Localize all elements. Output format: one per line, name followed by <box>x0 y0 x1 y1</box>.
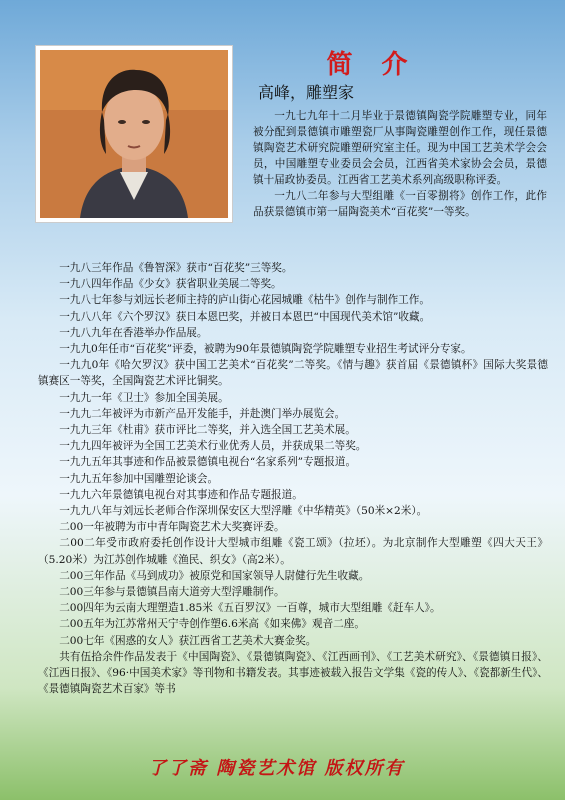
artist-name: 高峰，雕塑家 <box>258 83 355 102</box>
list-item: 二00七年《困惑的女人》获江西省工艺美术大赛金奖。 <box>59 634 317 647</box>
intro-paragraph: 一九八二年参与大型组雕《一百零捌将》创作工作，此作品获景德镇市第一届陶瓷美术“百花奖”一等奖。 <box>253 190 547 218</box>
list-item: 二00二年受市政府委托创作设计大型城市组雕《瓷工颂》（拉坯）。为北京制作大型雕塑《四大天王》（5.20米）为江苏创作城雕《渔民、织女》（高2米）。 <box>38 537 548 566</box>
list-item: 一九九0年任市“百花奖”评委，被聘为90年景德镇陶瓷学院雕塑专业招生考试评分专家。 <box>59 343 472 356</box>
list-item: 一九八八年《六个罗汉》获日本恩巴奖，并被日本恩巴“中国现代美术馆”收藏。 <box>59 310 431 323</box>
portrait-image <box>40 50 228 218</box>
list-item: 二00三年作品《马到成功》被原党和国家领导人尉健行先生收藏。 <box>59 569 370 582</box>
intro-paragraph: 一九七九年十二月毕业于景德镇陶瓷学院雕塑专业，同年被分配到景德镇市雕塑瓷厂从事陶瓷雕塑创作工作，现任景德镇陶瓷艺术研究院雕塑研究室主任。现为中国工艺美术学会会员，中国雕塑专业委员会会员，江西省美术家协会会员，景德镇十届政协委员。江西省工艺美术系列高级职称评委。 <box>253 110 547 186</box>
list-item: 共有伍拾余件作品发表于《中国陶瓷》、《景德镇陶瓷》、《江西画刊》、《工艺美术研究》、《景德镇日报》、《江西日报》、《96·中国美术家》等刊物和书籍发表。其事迹被载入报告文学集《瓷的传人》、《瓷都新生代》、《景德镇陶瓷艺术百家》等书 <box>38 650 548 696</box>
list-item: 一九九五年其事迹和作品被景德镇电视台“名家系列”专题报道。 <box>59 456 357 469</box>
list-item: 一九八四年作品《少女》获省职业美展二等奖。 <box>59 278 282 291</box>
list-item: 一九八七年参与刘远长老师主持的庐山街心花园城雕《枯牛》创作与制作工作。 <box>59 294 430 307</box>
list-item: 二00四年为云南大理塑造1.85米《五百罗汉》一百尊，城市大型组雕《赶车人》。 <box>59 602 441 615</box>
list-item: 二00三年参与景德镇昌南大道旁大型浮雕制作。 <box>59 586 285 599</box>
list-item: 一九八三年作品《鲁智深》获市“百花奖”三等奖。 <box>59 262 293 274</box>
list-item: 一九八九年在香港举办作品展。 <box>59 326 208 339</box>
page-title: 简 介 <box>326 50 418 80</box>
biography-list <box>38 260 548 697</box>
list-item: 一九九二年被评为市新产品开发能手，并赴澳门举办展览会。 <box>59 407 346 420</box>
intro-section <box>253 108 547 220</box>
list-item: 一九九四年被评为全国工艺美术行业优秀人员，并获成果二等奖。 <box>59 440 367 453</box>
list-item: 二00一年被聘为市中青年陶瓷艺术大奖赛评委。 <box>59 521 285 534</box>
copyright-footer: 了了斋 陶瓷艺术馆 版权所有 <box>148 758 405 779</box>
list-item: 一九九三年《杜甫》获市评比二等奖，并入选全国工艺美术展。 <box>59 424 356 437</box>
list-item: 一九九六年景德镇电视台对其事迹和作品专题报道。 <box>59 488 303 501</box>
list-item: 一九九五年参加中国雕塑论谈会。 <box>59 472 219 485</box>
list-item: 二00五年为江苏常州天宁寺创作塑6.6米高《如来佛》观音二座。 <box>59 618 365 631</box>
list-item: 一九九0年《哈欠罗汉》获中国工艺美术“百花奖”二等奖。《情与趣》获首届《景德镇杯》国际大奖景德镇赛区一等奖，全国陶瓷艺术评比铜奖。 <box>38 359 548 388</box>
list-item: 一九九一年《卫士》参加全国美展。 <box>59 391 229 404</box>
portrait-photo <box>36 46 232 222</box>
list-item: 一九九八年与刘远长老师合作深圳保安区大型浮雕《中华精英》（50米×2米）。 <box>59 505 428 518</box>
